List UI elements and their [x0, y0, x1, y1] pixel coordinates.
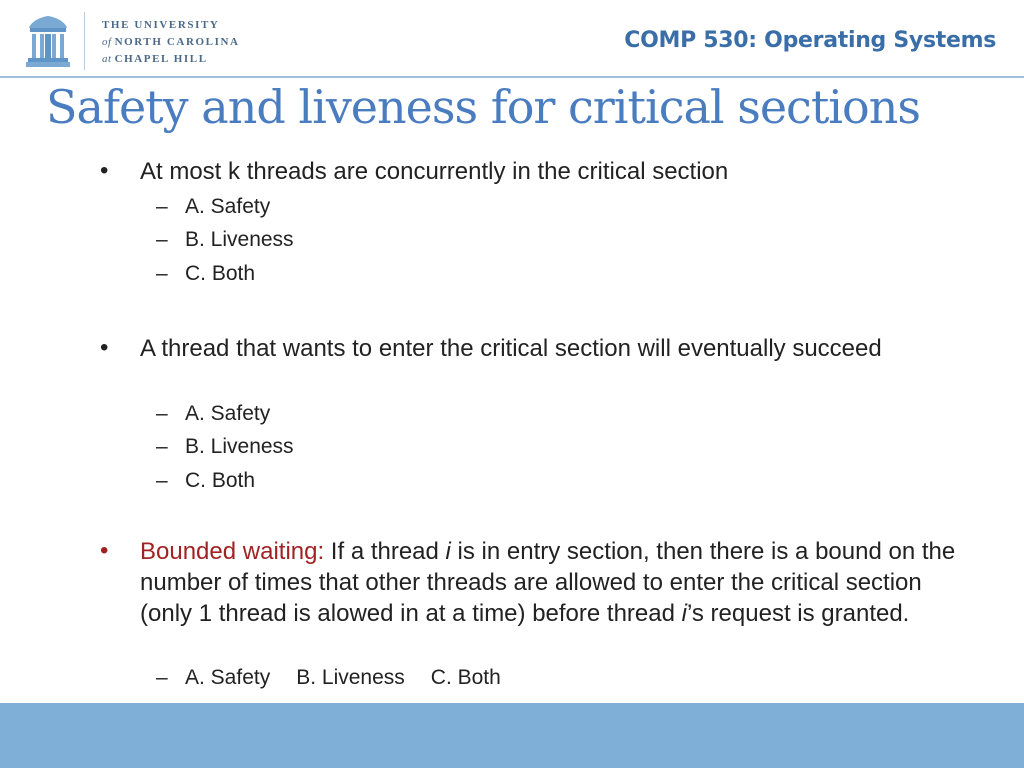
question-1-text: At most k threads are concurrently in the critical section	[140, 158, 729, 185]
option-label: C. Both	[185, 469, 256, 492]
option-label: A. Safety	[185, 195, 271, 218]
question-1-option-b	[156, 227, 294, 253]
dash: –	[156, 228, 168, 251]
dash: –	[156, 469, 168, 492]
question-3-text-part-1: If a thread	[324, 538, 446, 565]
bounded-waiting-term: Bounded waiting:	[140, 538, 325, 565]
dash: –	[156, 195, 168, 218]
university-line-3	[102, 51, 240, 68]
question-3-text-part-2: is in entry section, then there is a bound on the number of times that other threads are allowed to enter the critical section (only 1 thread is alowed in at a time) before thread	[140, 538, 956, 627]
dash: –	[156, 262, 168, 285]
thread-variable-i-2: i	[681, 600, 687, 627]
question-1-option-a	[156, 194, 270, 220]
dash: –	[156, 666, 168, 689]
option-label: A. Safety	[185, 666, 271, 689]
footer-band	[0, 703, 1024, 768]
question-2-option-a	[156, 401, 270, 427]
question-2-text: A thread that wants to enter the critical section will eventually succeed	[140, 335, 882, 362]
university-line-1: THE UNIVERSITY	[102, 19, 220, 31]
bullet-dot: •	[100, 334, 109, 361]
question-3-text-part-3: s request is granted.	[691, 600, 910, 627]
university-line-2	[102, 34, 240, 51]
question-3-options	[156, 665, 501, 691]
university-line-3-prefix: at	[102, 53, 112, 65]
university-line-3-text: CHAPEL HILL	[114, 53, 208, 65]
question-1-option-c	[156, 261, 255, 287]
option-label: B. Liveness	[296, 666, 405, 689]
university-line-2-prefix: of	[102, 36, 112, 48]
header-divider	[0, 76, 1024, 78]
old-well-icon	[26, 14, 70, 68]
apostrophe: ’	[686, 600, 692, 627]
course-title: COMP 530: Operating Systems	[624, 28, 996, 53]
bullet-dot: •	[100, 157, 109, 184]
option-label: C. Both	[185, 262, 256, 285]
question-2-option-b	[156, 434, 294, 460]
question-2-option-c	[156, 468, 255, 494]
option-label: A. Safety	[185, 402, 271, 425]
option-label: C. Both	[430, 666, 501, 689]
bullet-dot: •	[100, 537, 109, 564]
question-3-text	[140, 536, 960, 629]
dash: –	[156, 435, 168, 458]
university-line-2-text: NORTH CAROLINA	[114, 36, 240, 48]
option-label: B. Liveness	[185, 228, 294, 251]
logo-divider	[84, 12, 85, 70]
dash: –	[156, 402, 168, 425]
slide-title: Safety and liveness for critical sections	[46, 80, 920, 134]
option-label: B. Liveness	[185, 435, 294, 458]
university-name	[102, 17, 240, 68]
thread-variable-i: i	[445, 538, 451, 565]
